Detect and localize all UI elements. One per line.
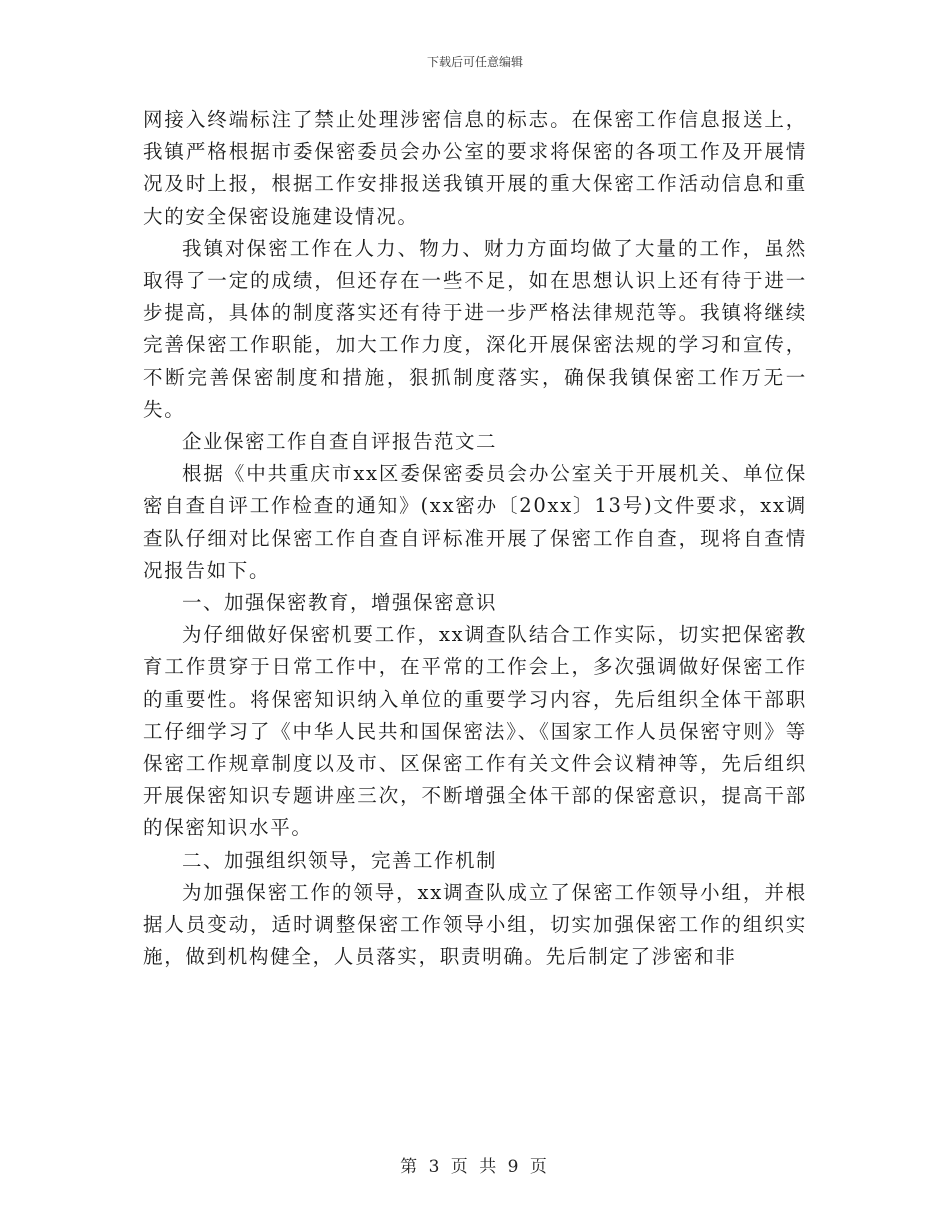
page-header-note: 下载后可任意编辑 [426, 55, 523, 69]
page-number-footer: 第 3 页 共 9 页 [400, 1157, 550, 1177]
paragraph-2: 我镇对保密工作在人力、物力、财力方面均做了大量的工作，虽然取得了一定的成绩，但还存在一些不足，如在思想认识上还有待于进一步提高，具体的制度落实还有待于进一步严格法律规范等。我镇将继续完善保密工作职能，加大工作力度，深化开展保密法规的学习和宣传，不断完善保密制度和措施，狠抓制度落实，确保我镇保密工作万无一失。 [143, 236, 807, 421]
paragraph-5: 为加强保密工作的领导，xx调查队成立了保密工作领导小组，并根据人员变动，适时调整保密工作领导小组，切实加强保密工作的组织实施，做到机构健全，人员落实，职责明确。先后制定了涉密和非 [143, 880, 807, 969]
paragraph-1: 网接入终端标注了禁止处理涉密信息的标志。在保密工作信息报送上，我镇严格根据市委保密委员会办公室的要求将保密的各项工作及开展情况及时上报，根据工作安排报送我镇开展的重大保密工作活动信息和重大的安全保密设施建设情况。 [143, 108, 807, 228]
paragraph-4: 为仔细做好保密机要工作，xx调查队结合工作实际，切实把保密教育工作贯穿于日常工作中，在平常的工作会上，多次强调做好保密工作的重要性。将保密知识纳入单位的重要学习内容，先后组织全体干部职工仔细学习了《中华人民共和国保密法》、《国家工作人员保密守则》等保密工作规章制度以及市、区保密工作有关文件会议精神等，先后组织开展保密知识专题讲座三次，不断增强全体干部的保密意识，提高干部的保密知识水平。 [143, 623, 807, 840]
section-heading-2: 二、加强组织领导，完善工作机制 [182, 848, 498, 872]
document-body [143, 104, 807, 973]
section-heading-1: 一、加强保密教育，增强保密意识 [182, 591, 498, 615]
paragraph-3: 根据《中共重庆市xx区委保密委员会办公室关于开展机关、单位保密自查自评工作检查的通知》(xx密办〔20xx〕13号)文件要求，xx调查队仔细对比保密工作自查自评标准开展了保密工作自查，现将自查情况报告如下。 [143, 462, 807, 582]
section-title-report-2: 企业保密工作自查自评报告范文二 [182, 430, 498, 454]
